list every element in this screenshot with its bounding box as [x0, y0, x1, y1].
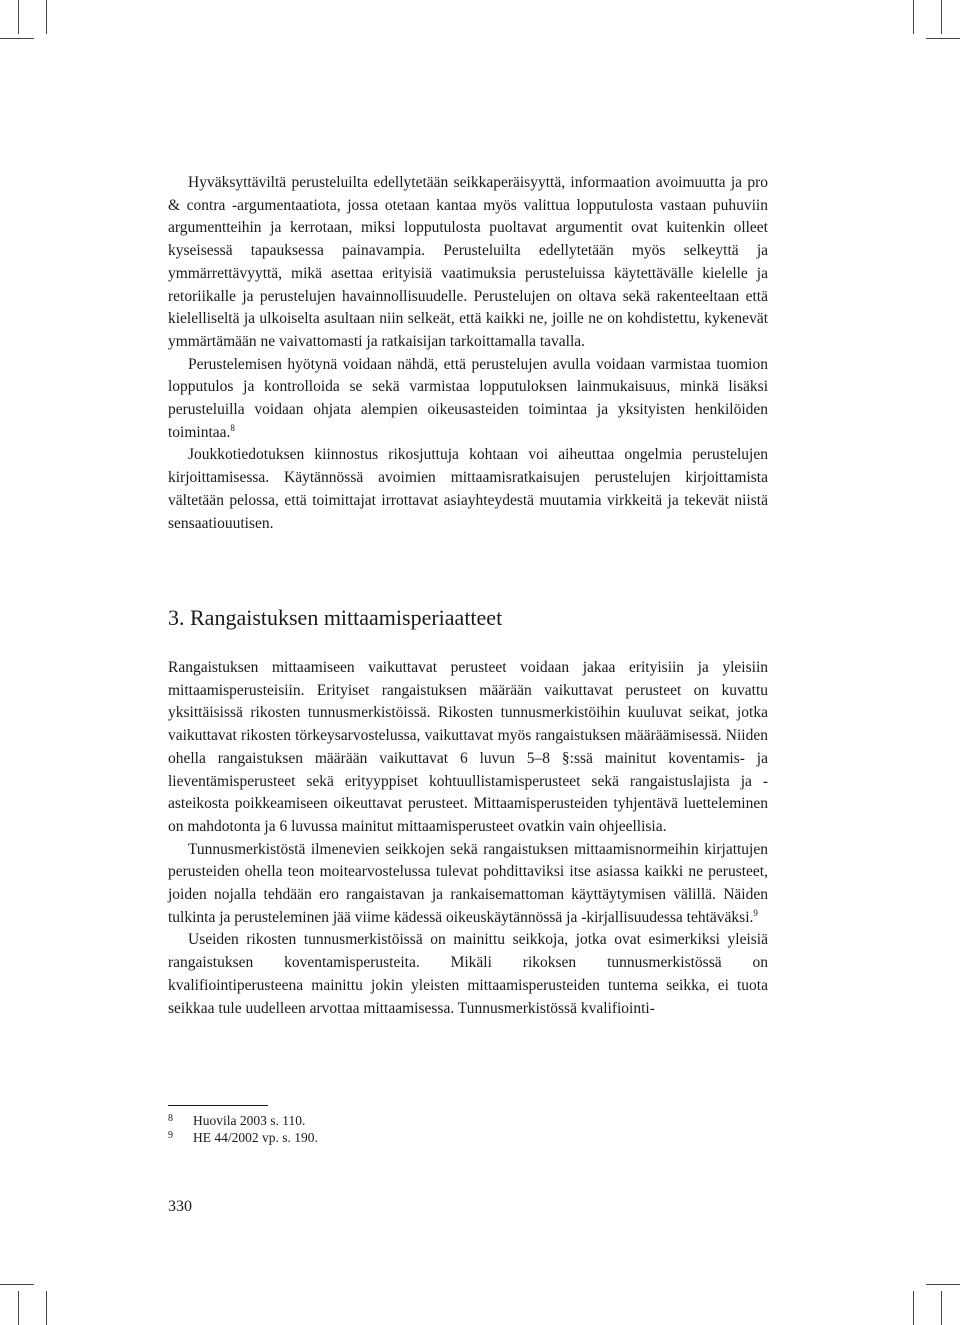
- crop-mark: [18, 0, 19, 34]
- footnote: [168, 1129, 318, 1146]
- footnote-divider: [168, 1105, 268, 1106]
- footnote-ref[interactable]: 9: [753, 907, 758, 918]
- crop-mark: [941, 1291, 942, 1325]
- crop-mark: [913, 0, 914, 34]
- intro-text: [168, 172, 768, 535]
- crop-mark: [18, 1291, 19, 1325]
- crop-mark: [46, 1291, 47, 1325]
- footnote-text: HE 44/2002 vp. s. 190.: [193, 1130, 318, 1145]
- paragraph: Joukkotiedotuksen kiinnostus rikosjuttuja kohtaan voi aiheuttaa ongelmia perustelujen kirjoittamisessa. Käytännössä avoimien mittaamisratkaisujen perustelujen kirjoittamista vältetään pelossa, että toimittajat irrottavat asiayhteydestä muutamia virkkeitä ja tekevät niistä sensaatiouutisen.: [168, 446, 768, 532]
- section-heading: 3. Rangaistuksen mittaamisperiaatteet: [168, 605, 503, 630]
- paragraph: Hyväksyttäviltä perusteluilta edellytetään seikkaperäisyyttä, informaation avoimuutta ja pro & contra -argumentaatiota, jossa otetaan kantaa myös valittua lopputulosta vastaan puhuviin argumentteihin ja kerrotaan, miksi lopputulosta puoltavat argumentit ovat kuitenkin olleet kyseisessä tapauksessa painavampia. Perusteluilta edellytetään myös selkeyttä ja ymmärrettävyyttä, mikä asettaa erityisiä vaatimuksia perusteluissa käytettävälle kielelle ja retoriikalle ja perustelujen havainnollisuudelle. Perustelujen on oltava sekä rakenteeltaan että kielelliseltä ja ulkoiselta asultaan niin selkeät, että kaikki ne, joille ne on kohdistettu, kykenevät ymmärtämään ne vaivattomasti ja ratkaisijan tarkoittamalla tavalla.: [168, 174, 768, 350]
- section-text: [168, 657, 768, 1020]
- crop-mark: [46, 0, 47, 34]
- footnotes: [168, 1112, 318, 1146]
- footnote-number: 8: [168, 1113, 173, 1124]
- crop-mark: [913, 1291, 914, 1325]
- crop-mark: [0, 1284, 34, 1285]
- page-number: 330: [168, 1198, 192, 1215]
- footnote-number: 9: [168, 1130, 173, 1141]
- crop-mark: [0, 38, 34, 39]
- footnote-text: Huovila 2003 s. 110.: [193, 1113, 306, 1128]
- paragraph: Useiden rikosten tunnusmerkistöissä on mainittu seikkoja, jotka ovat esimerkiksi yleisiä rangaistuksen koventamisperusteita. Mikäli rikoksen tunnusmerkistössä on kvalifiointiperusteena mainittu jokin yleisten mittaamisperusteiden tuntema seikka, ei tuota seikkaa tule uudelleen arvottaa mittaamisessa. Tunnusmerkistössä kvalifiointi-: [168, 931, 768, 1017]
- crop-mark: [926, 1284, 960, 1285]
- crop-mark: [926, 38, 960, 39]
- paragraph: Rangaistuksen mittaamiseen vaikuttavat perusteet voidaan jakaa erityisiin ja yleisiin mittaamisperusteisiin. Erityiset rangaistuksen määrään vaikuttavat perusteet on kuvattu yksittäisissä rikosten tunnusmerkistöissä. Rikosten tunnusmerkistöihin kuuluvat seikat, jotka vaikuttavat rikosten törkeysarvostelussa, vaikuttavat myös rangaistuksen määräämisessä. Niiden ohella rangaistuksen määrään vaikuttavat 6 luvun 5–8 §:ssä mainitut koventamis- ja lieventämisperusteet sekä erityyppiset kohtuullistamisperusteet sekä rangaistuslajista ja -asteikosta poikkeamiseen oikeuttavat perusteet. Mittaamisperusteiden tyhjentävä luetteleminen on mahdotonta ja 6 luvussa mainitut mittaamisperusteet ovatkin vain ohjeellisia.: [168, 659, 768, 835]
- footnote-ref[interactable]: 8: [230, 422, 235, 433]
- paragraph: Perustelemisen hyötynä voidaan nähdä, että perustelujen avulla voidaan varmistaa tuomion lopputulos ja kontrolloida se sekä varmistaa lopputuloksen lainmukaisuus, minkä lisäksi perusteluilla voidaan ohjata alempien oikeusasteiden toimintaa ja yksityisten henkilöiden toimintaa.$^8$: [168, 355, 768, 441]
- footnote: [168, 1112, 318, 1129]
- crop-mark: [941, 0, 942, 34]
- paragraph: Tunnusmerkistöstä ilmenevien seikkojen sekä rangaistuksen mittaamisnormeihin kirjattujen perusteiden ohella teon moitearvostelussa tulevat pohdittaviksi itse asiassa kaikki ne perusteet, joiden nojalla tehdään ero rangaistavan ja rankaisemattoman käyttäytymisen välillä. Näiden tulkinta ja perusteleminen jää viime kädessä oikeuskäytännössä ja -kirjallisuudessa tehtäväksi.$^9$: [168, 840, 768, 926]
